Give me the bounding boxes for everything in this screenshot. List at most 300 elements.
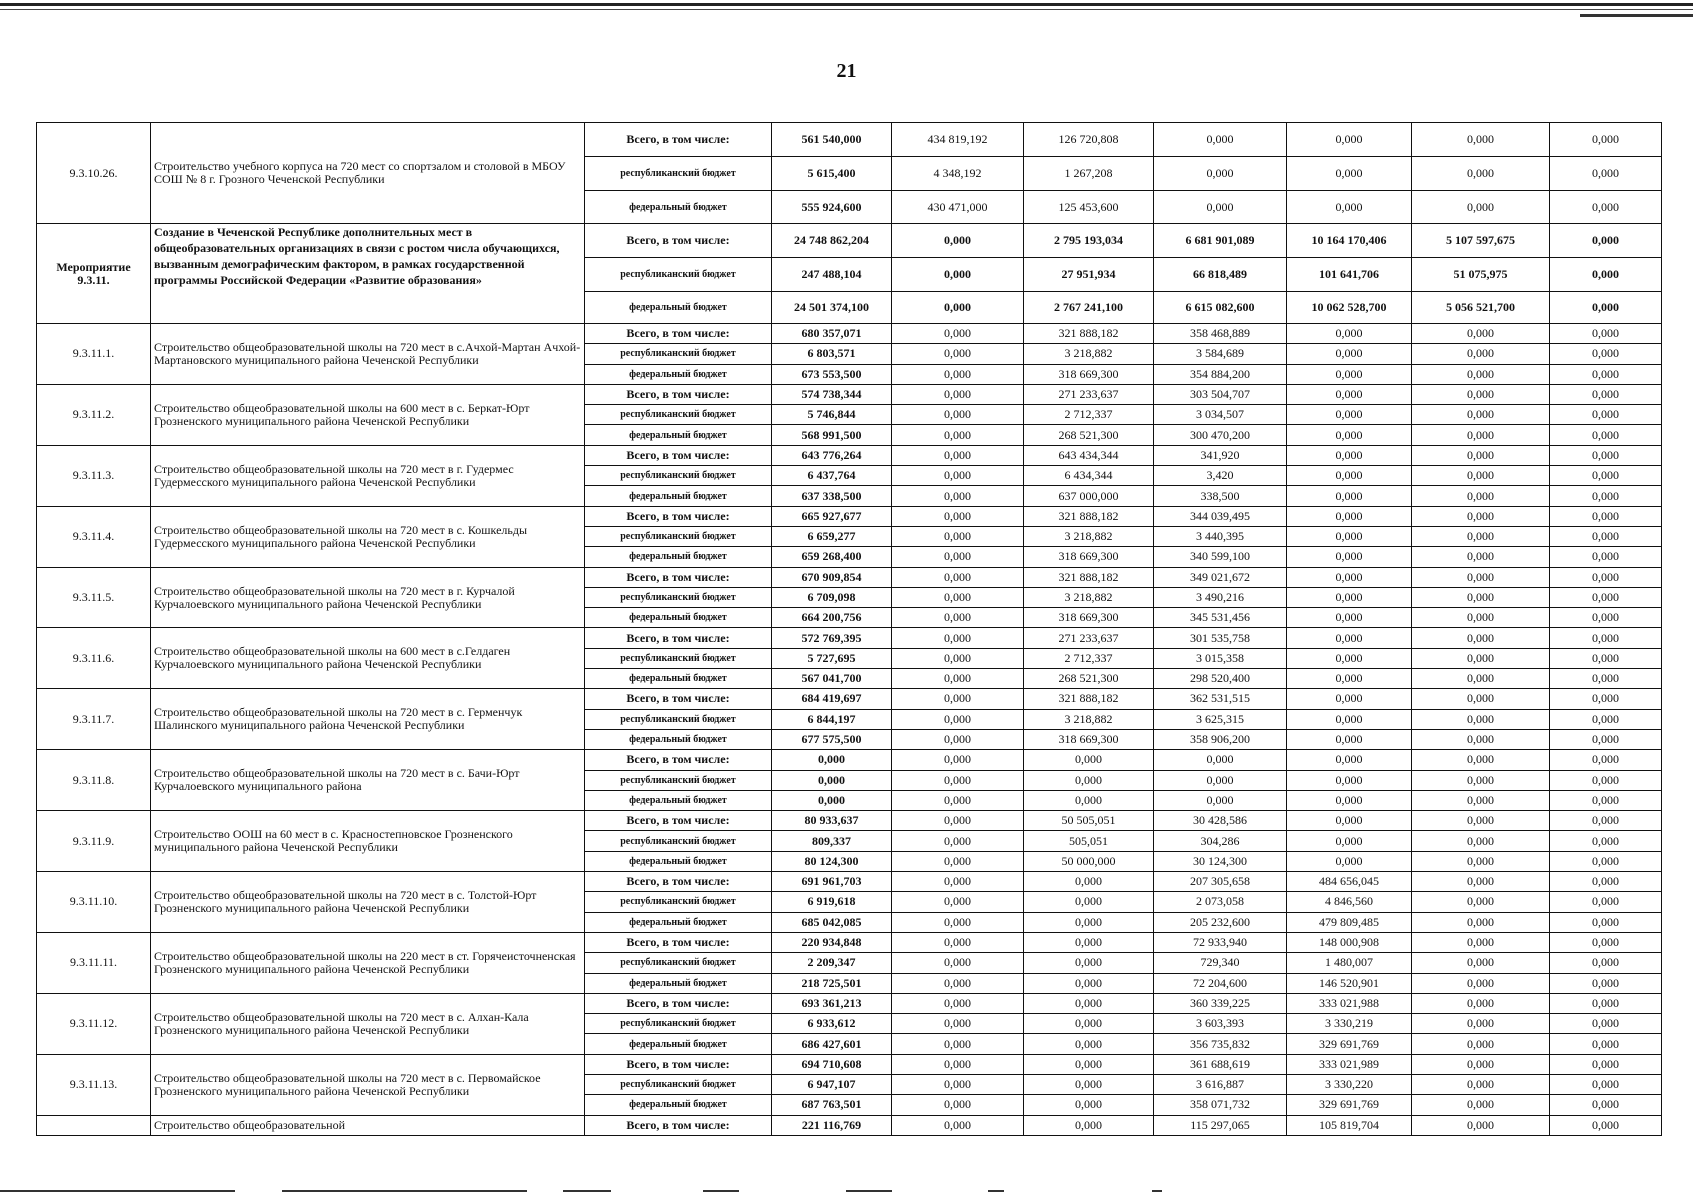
- year-value: 0,000: [1287, 506, 1412, 526]
- year-value: 0,000: [1550, 364, 1662, 384]
- year-value: 0,000: [892, 669, 1024, 689]
- year-value: 0,000: [1412, 709, 1550, 729]
- year-value: 0,000: [1024, 892, 1154, 912]
- year-value: 0,000: [1412, 689, 1550, 709]
- table-row: [37, 872, 1662, 892]
- year-value: 0,000: [1550, 191, 1662, 224]
- total-value: 659 268,400: [772, 547, 892, 567]
- year-value: 0,000: [892, 912, 1024, 932]
- total-value: 218 725,501: [772, 973, 892, 993]
- year-value: 0,000: [1412, 466, 1550, 486]
- funding-source: федеральный бюджет: [585, 912, 772, 932]
- year-value: 2 795 193,034: [1024, 224, 1154, 258]
- total-value: 80 124,300: [772, 851, 892, 871]
- year-value: 0,000: [1024, 1034, 1154, 1054]
- year-value: 0,000: [892, 526, 1024, 546]
- year-value: 301 535,758: [1154, 628, 1287, 648]
- year-value: 0,000: [1550, 445, 1662, 465]
- year-value: 0,000: [1412, 123, 1550, 157]
- table-row: [37, 1115, 1662, 1135]
- funding-source: республиканский бюджет: [585, 526, 772, 546]
- funding-source: республиканский бюджет: [585, 770, 772, 790]
- year-value: 333 021,988: [1287, 993, 1412, 1013]
- year-value: 0,000: [1550, 993, 1662, 1013]
- year-value: 0,000: [892, 445, 1024, 465]
- funding-source: федеральный бюджет: [585, 851, 772, 871]
- year-value: 0,000: [1412, 191, 1550, 224]
- funding-source: федеральный бюджет: [585, 486, 772, 506]
- year-value: 0,000: [1154, 123, 1287, 157]
- funding-source: Всего, в том числе:: [585, 1115, 772, 1135]
- year-value: 3 218,882: [1024, 526, 1154, 546]
- total-value: 0,000: [772, 750, 892, 770]
- funding-source: Всего, в том числе:: [585, 1054, 772, 1074]
- item-code: 9.3.10.26.: [37, 123, 151, 224]
- year-value: 0,000: [1287, 669, 1412, 689]
- year-value: 66 818,489: [1154, 258, 1287, 292]
- year-value: 304,286: [1154, 831, 1287, 851]
- total-value: 5 746,844: [772, 405, 892, 425]
- year-value: 345 531,456: [1154, 608, 1287, 628]
- year-value: 2 073,058: [1154, 892, 1287, 912]
- item-name: Строительство общеобразовательной школы на 720 мест в с. Алхан-Кала Грозненского муниципального района Чеченской Республики: [151, 993, 585, 1054]
- year-value: 3,420: [1154, 466, 1287, 486]
- item-code: 9.3.11.6.: [37, 628, 151, 689]
- year-value: 0,000: [1287, 648, 1412, 668]
- year-value: 0,000: [1287, 587, 1412, 607]
- year-value: 321 888,182: [1024, 567, 1154, 587]
- total-value: 670 909,854: [772, 567, 892, 587]
- year-value: 0,000: [1550, 526, 1662, 546]
- year-value: 0,000: [1154, 191, 1287, 224]
- total-value: 572 769,395: [772, 628, 892, 648]
- year-value: 0,000: [1287, 750, 1412, 770]
- year-value: 0,000: [1412, 872, 1550, 892]
- year-value: 271 233,637: [1024, 384, 1154, 404]
- year-value: 0,000: [892, 466, 1024, 486]
- year-value: 0,000: [1550, 486, 1662, 506]
- year-value: 27 951,934: [1024, 258, 1154, 292]
- total-value: 6 803,571: [772, 344, 892, 364]
- funding-source: федеральный бюджет: [585, 1095, 772, 1115]
- year-value: 0,000: [1550, 344, 1662, 364]
- year-value: 148 000,908: [1287, 932, 1412, 952]
- year-value: 0,000: [1412, 790, 1550, 810]
- year-value: 0,000: [1412, 892, 1550, 912]
- total-value: 637 338,500: [772, 486, 892, 506]
- table-row: [37, 567, 1662, 587]
- year-value: 0,000: [1412, 811, 1550, 831]
- year-value: 0,000: [1550, 709, 1662, 729]
- year-value: 0,000: [1287, 157, 1412, 191]
- item-code: Мероприятие 9.3.11.: [37, 224, 151, 324]
- year-value: 321 888,182: [1024, 689, 1154, 709]
- year-value: 0,000: [1287, 191, 1412, 224]
- funding-source: Всего, в том числе:: [585, 324, 772, 344]
- total-value: 677 575,500: [772, 729, 892, 749]
- table-row: [37, 932, 1662, 952]
- funding-source: республиканский бюджет: [585, 831, 772, 851]
- year-value: 3 218,882: [1024, 344, 1154, 364]
- total-value: 673 553,500: [772, 364, 892, 384]
- year-value: 341,920: [1154, 445, 1287, 465]
- year-value: 0,000: [1550, 324, 1662, 344]
- year-value: 0,000: [1550, 932, 1662, 952]
- funding-source: республиканский бюджет: [585, 648, 772, 668]
- year-value: 126 720,808: [1024, 123, 1154, 157]
- funding-source: Всего, в том числе:: [585, 224, 772, 258]
- year-value: 303 504,707: [1154, 384, 1287, 404]
- year-value: 318 669,300: [1024, 364, 1154, 384]
- funding-source: федеральный бюджет: [585, 790, 772, 810]
- year-value: 0,000: [1550, 608, 1662, 628]
- year-value: 0,000: [1412, 445, 1550, 465]
- year-value: 0,000: [892, 258, 1024, 292]
- year-value: 0,000: [1550, 892, 1662, 912]
- total-value: 2 209,347: [772, 953, 892, 973]
- year-value: 0,000: [1550, 790, 1662, 810]
- year-value: 0,000: [1412, 486, 1550, 506]
- funding-source: республиканский бюджет: [585, 344, 772, 364]
- year-value: 0,000: [1287, 729, 1412, 749]
- item-code: 9.3.11.5.: [37, 567, 151, 628]
- year-value: 0,000: [1024, 993, 1154, 1013]
- year-value: 318 669,300: [1024, 729, 1154, 749]
- year-value: 3 330,220: [1287, 1074, 1412, 1094]
- item-code: 9.3.11.10.: [37, 872, 151, 933]
- year-value: 0,000: [1287, 384, 1412, 404]
- funding-source: федеральный бюджет: [585, 1034, 772, 1054]
- funding-source: республиканский бюджет: [585, 1014, 772, 1034]
- year-value: 0,000: [1550, 224, 1662, 258]
- year-value: 0,000: [1412, 344, 1550, 364]
- year-value: 0,000: [892, 973, 1024, 993]
- year-value: 0,000: [1024, 1074, 1154, 1094]
- year-value: 0,000: [1550, 405, 1662, 425]
- year-value: 0,000: [1412, 157, 1550, 191]
- year-value: 72 204,600: [1154, 973, 1287, 993]
- funding-source: федеральный бюджет: [585, 973, 772, 993]
- year-value: 0,000: [1412, 1095, 1550, 1115]
- table-row: [37, 811, 1662, 831]
- year-value: 0,000: [1287, 790, 1412, 810]
- year-value: 2 712,337: [1024, 405, 1154, 425]
- year-value: 207 305,658: [1154, 872, 1287, 892]
- item-code: 9.3.11.3.: [37, 445, 151, 506]
- funding-source: Всего, в том числе:: [585, 689, 772, 709]
- year-value: 0,000: [1287, 466, 1412, 486]
- funding-source: республиканский бюджет: [585, 1074, 772, 1094]
- year-value: 0,000: [1412, 912, 1550, 932]
- year-value: 0,000: [892, 486, 1024, 506]
- item-name: Строительство общеобразовательной школы на 720 мест в с. Кошкельды Гудермесского муниципального района Чеченской Республики: [151, 506, 585, 567]
- year-value: 0,000: [1412, 1034, 1550, 1054]
- year-value: 0,000: [1550, 912, 1662, 932]
- funding-source: республиканский бюджет: [585, 258, 772, 292]
- year-value: 0,000: [1024, 912, 1154, 932]
- year-value: 6 681 901,089: [1154, 224, 1287, 258]
- funding-source: Всего, в том числе:: [585, 384, 772, 404]
- year-value: 6 615 082,600: [1154, 292, 1287, 324]
- item-name: Строительство учебного корпуса на 720 мест со спортзалом и столовой в МБОУ СОШ № 8 г. Грозного Чеченской Республики: [151, 123, 585, 224]
- year-value: 0,000: [1412, 750, 1550, 770]
- year-value: 1 480,007: [1287, 953, 1412, 973]
- year-value: 0,000: [892, 770, 1024, 790]
- year-value: 0,000: [1550, 851, 1662, 871]
- item-code: 9.3.11.2.: [37, 384, 151, 445]
- year-value: 0,000: [892, 324, 1024, 344]
- bottom-scan-marks: [0, 1190, 1693, 1196]
- item-name: Строительство общеобразовательной школы на 220 мест в ст. Горячеисточненская Грозненского муниципального района Чеченской Республики: [151, 932, 585, 993]
- total-value: 220 934,848: [772, 932, 892, 952]
- year-value: 0,000: [1550, 669, 1662, 689]
- year-value: 360 339,225: [1154, 993, 1287, 1013]
- year-value: 30 428,586: [1154, 811, 1287, 831]
- year-value: 101 641,706: [1287, 258, 1412, 292]
- total-value: 6 844,197: [772, 709, 892, 729]
- year-value: 0,000: [892, 1095, 1024, 1115]
- year-value: 338,500: [1154, 486, 1287, 506]
- year-value: 0,000: [1412, 547, 1550, 567]
- year-value: 3 218,882: [1024, 709, 1154, 729]
- year-value: 0,000: [1154, 770, 1287, 790]
- year-value: 0,000: [892, 1054, 1024, 1074]
- funding-source: Всего, в том числе:: [585, 993, 772, 1013]
- table-row: [37, 628, 1662, 648]
- year-value: 358 468,889: [1154, 324, 1287, 344]
- item-code: 9.3.11.8.: [37, 750, 151, 811]
- year-value: 0,000: [892, 506, 1024, 526]
- year-value: 0,000: [1154, 157, 1287, 191]
- item-name: Строительство общеобразовательной школы на 720 мест в с. Толстой-Юрт Грозненского муниципального района Чеченской Республики: [151, 872, 585, 933]
- year-value: 0,000: [1550, 1074, 1662, 1094]
- table-row: [37, 384, 1662, 404]
- year-value: 0,000: [1550, 587, 1662, 607]
- year-value: 0,000: [892, 587, 1024, 607]
- year-value: 0,000: [1024, 1115, 1154, 1135]
- year-value: 430 471,000: [892, 191, 1024, 224]
- funding-source: Всего, в том числе:: [585, 445, 772, 465]
- year-value: 6 434,344: [1024, 466, 1154, 486]
- year-value: 0,000: [892, 1034, 1024, 1054]
- year-value: 0,000: [1412, 1014, 1550, 1034]
- item-code: 9.3.11.12.: [37, 993, 151, 1054]
- year-value: 0,000: [1550, 689, 1662, 709]
- year-value: 0,000: [1412, 993, 1550, 1013]
- year-value: 0,000: [1412, 1054, 1550, 1074]
- year-value: 358 071,732: [1154, 1095, 1287, 1115]
- total-value: 221 116,769: [772, 1115, 892, 1135]
- year-value: 0,000: [892, 425, 1024, 445]
- year-value: 0,000: [1412, 953, 1550, 973]
- total-value: 6 933,612: [772, 1014, 892, 1034]
- total-value: 687 763,501: [772, 1095, 892, 1115]
- year-value: 0,000: [1550, 770, 1662, 790]
- table-row: [37, 324, 1662, 344]
- total-value: 24 748 862,204: [772, 224, 892, 258]
- year-value: 0,000: [892, 932, 1024, 952]
- top-rule: [0, 9, 1693, 10]
- funding-source: республиканский бюджет: [585, 953, 772, 973]
- funding-source: Всего, в том числе:: [585, 123, 772, 157]
- year-value: 0,000: [892, 1014, 1024, 1034]
- table-row: [37, 123, 1662, 157]
- funding-source: Всего, в том числе:: [585, 506, 772, 526]
- total-value: 6 919,618: [772, 892, 892, 912]
- funding-source: федеральный бюджет: [585, 292, 772, 324]
- budget-table: [36, 122, 1662, 1136]
- item-code: 9.3.11.7.: [37, 689, 151, 750]
- total-value: 680 357,071: [772, 324, 892, 344]
- year-value: 3 015,358: [1154, 648, 1287, 668]
- total-value: 6 709,098: [772, 587, 892, 607]
- year-value: 0,000: [1287, 445, 1412, 465]
- year-value: 50 000,000: [1024, 851, 1154, 871]
- year-value: 362 531,515: [1154, 689, 1287, 709]
- year-value: 0,000: [1024, 1014, 1154, 1034]
- year-value: 0,000: [1550, 292, 1662, 324]
- year-value: 0,000: [1412, 831, 1550, 851]
- total-value: 685 042,085: [772, 912, 892, 932]
- item-name: Строительство общеобразовательной школы на 600 мест в с. Беркат-Юрт Грозненского муниципального района Чеченской Республики: [151, 384, 585, 445]
- year-value: 0,000: [892, 750, 1024, 770]
- year-value: 0,000: [1154, 750, 1287, 770]
- year-value: 0,000: [892, 567, 1024, 587]
- total-value: 561 540,000: [772, 123, 892, 157]
- year-value: 0,000: [892, 953, 1024, 973]
- year-value: 0,000: [1024, 872, 1154, 892]
- year-value: 0,000: [1287, 123, 1412, 157]
- year-value: 0,000: [1287, 344, 1412, 364]
- year-value: 318 669,300: [1024, 547, 1154, 567]
- year-value: 484 656,045: [1287, 872, 1412, 892]
- item-name: Создание в Чеченской Республике дополнительных мест в общеобразовательных организациях в связи с ростом числа обучающихся, вызванным демографическим фактором, в рамках государственной программы Российской Федерации «Развитие образования»: [151, 224, 585, 324]
- year-value: 271 233,637: [1024, 628, 1154, 648]
- year-value: 0,000: [1412, 1115, 1550, 1135]
- year-value: 0,000: [1287, 709, 1412, 729]
- year-value: 3 616,887: [1154, 1074, 1287, 1094]
- year-value: 349 021,672: [1154, 567, 1287, 587]
- item-name: Строительство общеобразовательной школы на 720 мест в с. Первомайское Грозненского муниципального района Чеченской Республики: [151, 1054, 585, 1115]
- year-value: 329 691,769: [1287, 1034, 1412, 1054]
- year-value: 0,000: [1024, 750, 1154, 770]
- total-value: 693 361,213: [772, 993, 892, 1013]
- funding-source: Всего, в том числе:: [585, 932, 772, 952]
- year-value: 0,000: [1412, 729, 1550, 749]
- total-value: 643 776,264: [772, 445, 892, 465]
- year-value: 3 625,315: [1154, 709, 1287, 729]
- year-value: 0,000: [1550, 425, 1662, 445]
- funding-source: республиканский бюджет: [585, 157, 772, 191]
- year-value: 0,000: [1412, 932, 1550, 952]
- item-code: [37, 1115, 151, 1135]
- year-value: 321 888,182: [1024, 506, 1154, 526]
- funding-source: федеральный бюджет: [585, 729, 772, 749]
- year-value: 0,000: [1287, 324, 1412, 344]
- year-value: 50 505,051: [1024, 811, 1154, 831]
- year-value: 0,000: [892, 729, 1024, 749]
- top-rule: [1580, 14, 1693, 17]
- year-value: 0,000: [1412, 628, 1550, 648]
- year-value: 2 767 241,100: [1024, 292, 1154, 324]
- year-value: 0,000: [1287, 405, 1412, 425]
- funding-source: Всего, в том числе:: [585, 628, 772, 648]
- year-value: 354 884,200: [1154, 364, 1287, 384]
- year-value: 205 232,600: [1154, 912, 1287, 932]
- item-code: 9.3.11.13.: [37, 1054, 151, 1115]
- year-value: 0,000: [892, 1115, 1024, 1135]
- year-value: 0,000: [1287, 486, 1412, 506]
- year-value: 0,000: [892, 224, 1024, 258]
- year-value: 0,000: [1412, 384, 1550, 404]
- year-value: 0,000: [1412, 608, 1550, 628]
- year-value: 0,000: [1024, 1095, 1154, 1115]
- year-value: 298 520,400: [1154, 669, 1287, 689]
- total-value: 809,337: [772, 831, 892, 851]
- year-value: 505,051: [1024, 831, 1154, 851]
- table-row: [37, 506, 1662, 526]
- year-value: 0,000: [892, 790, 1024, 810]
- year-value: 0,000: [892, 344, 1024, 364]
- year-value: 5 056 521,700: [1412, 292, 1550, 324]
- item-name: Строительство общеобразовательной школы на 720 мест в г. Курчалой Курчалоевского муниципального района Чеченской Республики: [151, 567, 585, 628]
- year-value: 321 888,182: [1024, 324, 1154, 344]
- year-value: 268 521,300: [1024, 669, 1154, 689]
- year-value: 0,000: [892, 709, 1024, 729]
- year-value: 0,000: [1412, 648, 1550, 668]
- item-code: 9.3.11.1.: [37, 324, 151, 385]
- year-value: 0,000: [1412, 526, 1550, 546]
- year-value: 72 933,940: [1154, 932, 1287, 952]
- top-rule: [0, 3, 1693, 6]
- year-value: 0,000: [1287, 689, 1412, 709]
- year-value: 0,000: [1024, 973, 1154, 993]
- item-name: Строительство общеобразовательной школы на 720 мест в с. Бачи-Юрт Курчалоевского муниципального района: [151, 750, 585, 811]
- total-value: 691 961,703: [772, 872, 892, 892]
- item-code: 9.3.11.11.: [37, 932, 151, 993]
- year-value: 0,000: [892, 292, 1024, 324]
- year-value: 318 669,300: [1024, 608, 1154, 628]
- year-value: 0,000: [892, 384, 1024, 404]
- total-value: 6 437,764: [772, 466, 892, 486]
- item-name: Строительство ООШ на 60 мест в с. Красностепновское Грозненского муниципального района Чеченской Республики: [151, 811, 585, 872]
- year-value: 0,000: [1550, 547, 1662, 567]
- year-value: 0,000: [1412, 567, 1550, 587]
- item-name: Строительство общеобразовательной школы на 720 мест в с. Герменчук Шалинского муниципального района Чеченской Республики: [151, 689, 585, 750]
- year-value: 0,000: [1550, 750, 1662, 770]
- total-value: 574 738,344: [772, 384, 892, 404]
- year-value: 10 062 528,700: [1287, 292, 1412, 324]
- year-value: 10 164 170,406: [1287, 224, 1412, 258]
- year-value: 0,000: [1287, 364, 1412, 384]
- funding-source: республиканский бюджет: [585, 405, 772, 425]
- year-value: 300 470,200: [1154, 425, 1287, 445]
- funding-source: Всего, в том числе:: [585, 567, 772, 587]
- funding-source: республиканский бюджет: [585, 709, 772, 729]
- year-value: 0,000: [1550, 872, 1662, 892]
- year-value: 5 107 597,675: [1412, 224, 1550, 258]
- year-value: 4 348,192: [892, 157, 1024, 191]
- table-body: [37, 123, 1662, 1136]
- year-value: 0,000: [1287, 851, 1412, 871]
- total-value: 80 933,637: [772, 811, 892, 831]
- year-value: 0,000: [1550, 1014, 1662, 1034]
- year-value: 0,000: [892, 1074, 1024, 1094]
- year-value: 0,000: [1550, 384, 1662, 404]
- year-value: 0,000: [1550, 973, 1662, 993]
- total-value: 686 427,601: [772, 1034, 892, 1054]
- total-value: 5 727,695: [772, 648, 892, 668]
